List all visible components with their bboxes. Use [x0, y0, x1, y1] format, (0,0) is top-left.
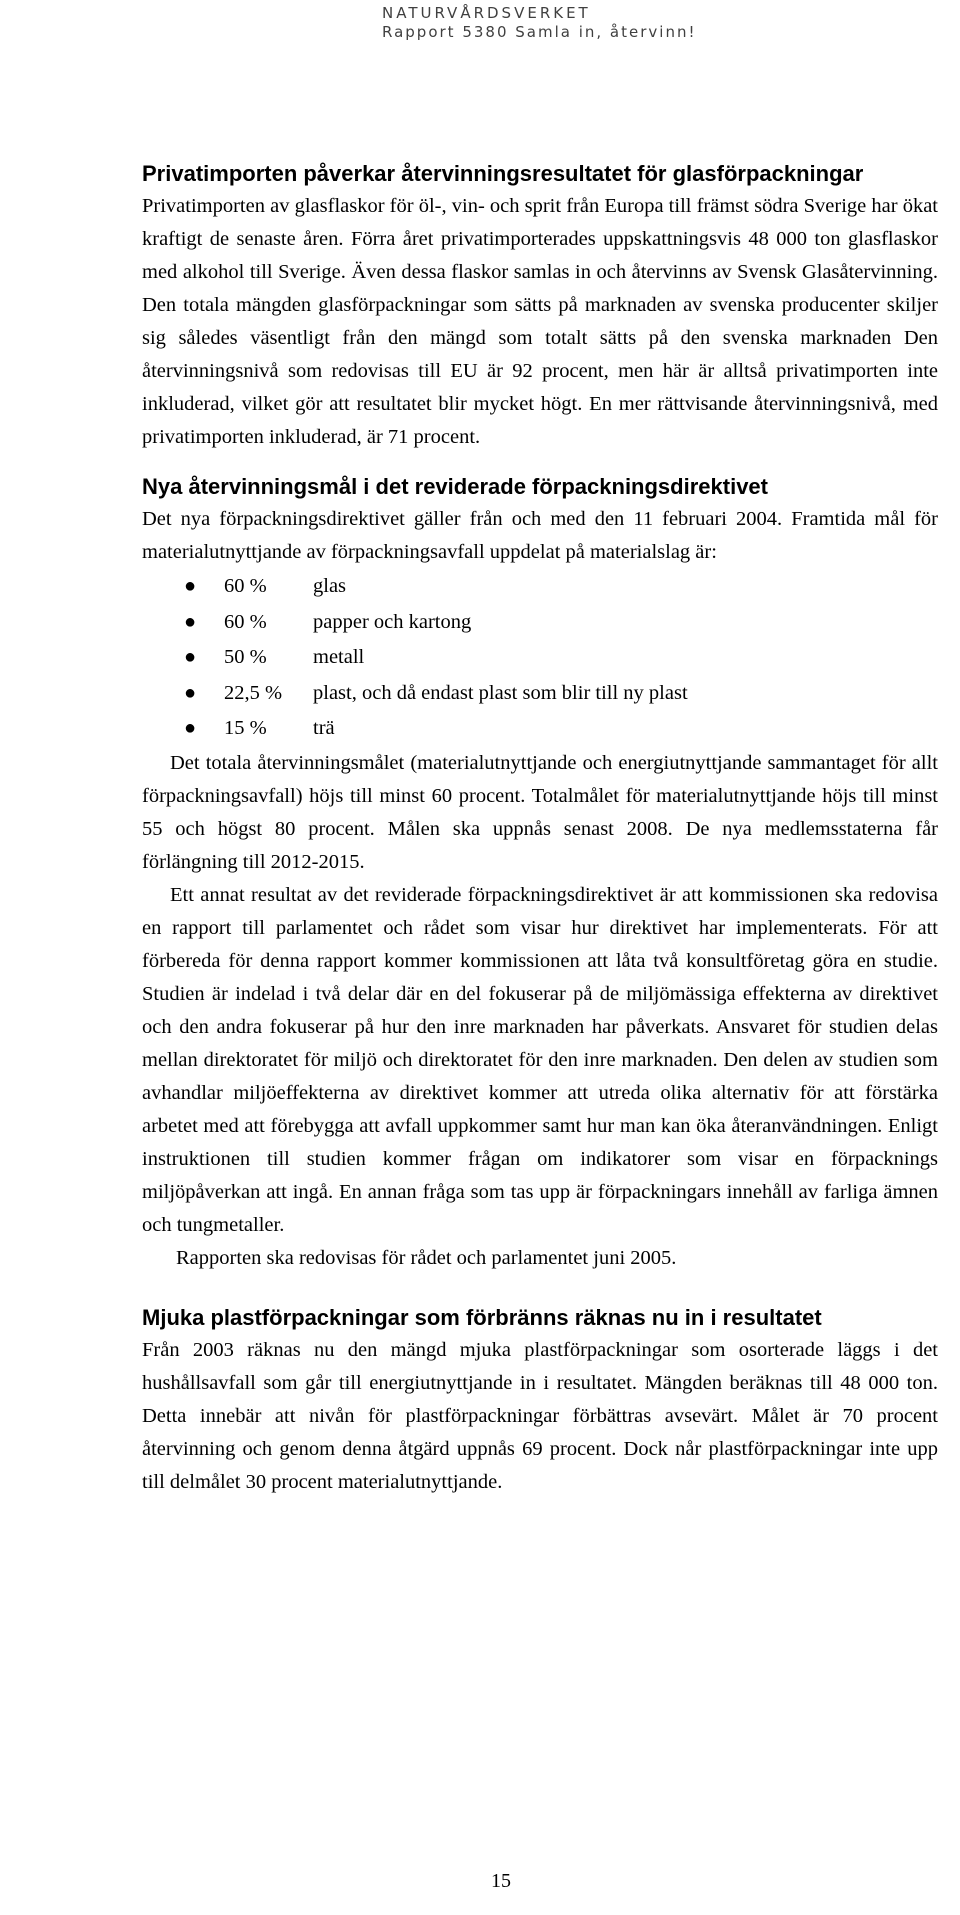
bullet-icon: ● — [184, 610, 197, 633]
document-body — [142, 158, 938, 1499]
body-paragraph: Det totala återvinningsmålet (materialutnyttjande och energiutnyttjande sammantaget för allt förpackningsavfall) höjs till minst 60 procent. Totalmålet för materialutnyttjande höjs till minst 55 och högst 80 procent. Målen ska uppnås senast 2008. De nya medlemsstaterna får förlängning till 2012-2015. — [142, 751, 938, 873]
page-footer — [0, 1870, 960, 1893]
target-percent: 60 % — [224, 575, 267, 597]
target-material: glas — [313, 575, 347, 597]
bullet-icon: ● — [184, 575, 197, 597]
target-percent: 50 % — [224, 646, 267, 668]
bullet-icon: ● — [184, 646, 197, 668]
section-heading: Privatimporten påverkar återvinningsresultatet för glasförpackningar — [142, 161, 864, 186]
section-heading: Nya återvinningsmål i det reviderade förpackningsdirektivet — [142, 474, 768, 499]
bullet-icon: ● — [184, 681, 197, 704]
section-heading: Mjuka plastförpackningar som förbränns räknas nu in i resultatet — [142, 1304, 822, 1330]
header-report-title: Rapport 5380 Samla in, återvinn! — [382, 23, 697, 41]
section-soft-plastics — [142, 1302, 938, 1499]
section-new-targets — [142, 471, 938, 1275]
body-paragraph: Rapporten ska redovisas för rådet och parlamentet juni 2005. — [176, 1246, 677, 1269]
target-material: trä — [313, 717, 335, 739]
target-material: metall — [313, 646, 365, 668]
target-percent: 60 % — [224, 610, 267, 633]
target-percent: 15 % — [224, 717, 267, 739]
body-paragraph: Privatimporten av glasflaskor för öl-, vin- och sprit från Europa till främst södra Sverige har ökat kraftigt de senaste åren. Förra året privatimporterades uppskattningsvis 48 000 ton glasflaskor med alkohol till Sverige. Även dessa flaskor samlas in och återvinns av Svensk Glasåtervinning. Den totala mängden glasförpackningar som sätts på marknaden av svenska producenter skiljer sig således väsentligt från den mängd som totalt sätts på den svenska marknaden Den återvinningsnivå som redovisas till EU är 92 procent, men här är alltså privatimporten inte inkluderad, vilket gör att resultatet blir mycket högt. En mer rättvisande återvinningsnivå, med privatimporten inkluderad, är 71 procent. — [142, 195, 938, 448]
material-targets-list — [142, 569, 938, 747]
list-item — [142, 569, 938, 605]
list-item — [142, 640, 938, 676]
list-item — [142, 711, 938, 747]
body-paragraph: Från 2003 räknas nu den mängd mjuka plastförpackningar som osorterade läggs i det hushållsavfall som går till energiutnyttjande in i resultatet. Mängden beräknas till 48 000 ton. Detta innebär att nivån för plastförpackningar förbättras avsevärt. Målet är 70 procent återvinning och genom denna åtgärd uppnås 69 procent. Dock når plastförpackningar inte upp till delmålet 30 procent materialutnyttjande. — [142, 1338, 938, 1493]
target-percent: 22,5 % — [224, 681, 283, 704]
list-item — [142, 605, 938, 641]
body-paragraph: Ett annat resultat av det reviderade förpackningsdirektivet är att kommissionen ska redovisa en rapport till parlamentet och rådet som visar hur direktivet har implementerats. För att förbereda för denna rapport kommer kommissionen att låta två konsultföretag göra en studie. Studien är indelad i två delar där en del fokuserar på de miljömässiga effekterna av direktivet och den andra fokuserar på hur den inre marknaden har påverkats. Ansvaret för studien delas mellan direktoratet för miljö och direktoratet för den inre marknaden. Den delen av studien som avhandlar miljöeffekterna av direktivet kommer att utreda olika alternativ för att förstärka arbetet med att förebygga att avfall uppkommer samt hur man kan öka återanvändningen. Enligt instruktionen till studien kommer frågan om indikatorer som visar en förpacknings miljöpåverkan att ingå. En annan fråga som tas upp är förpackningars innehåll av farliga ämnen och tungmetaller. — [142, 883, 938, 1236]
page-number: 15 — [491, 1870, 511, 1892]
header-organization: NATURVÅRDSVERKET — [382, 4, 591, 22]
body-paragraph: Det nya förpackningsdirektivet gäller från och med den 11 februari 2004. Framtida mål för materialutnyttjande av förpackningsavfall uppdelat på materialslag är: — [142, 508, 938, 563]
bullet-icon: ● — [184, 717, 197, 739]
list-item — [142, 676, 938, 712]
target-material: plast, och då endast plast som blir till ny plast — [313, 681, 688, 704]
section-private-import — [142, 158, 938, 454]
target-material: papper och kartong — [313, 610, 472, 633]
running-header — [382, 4, 696, 42]
